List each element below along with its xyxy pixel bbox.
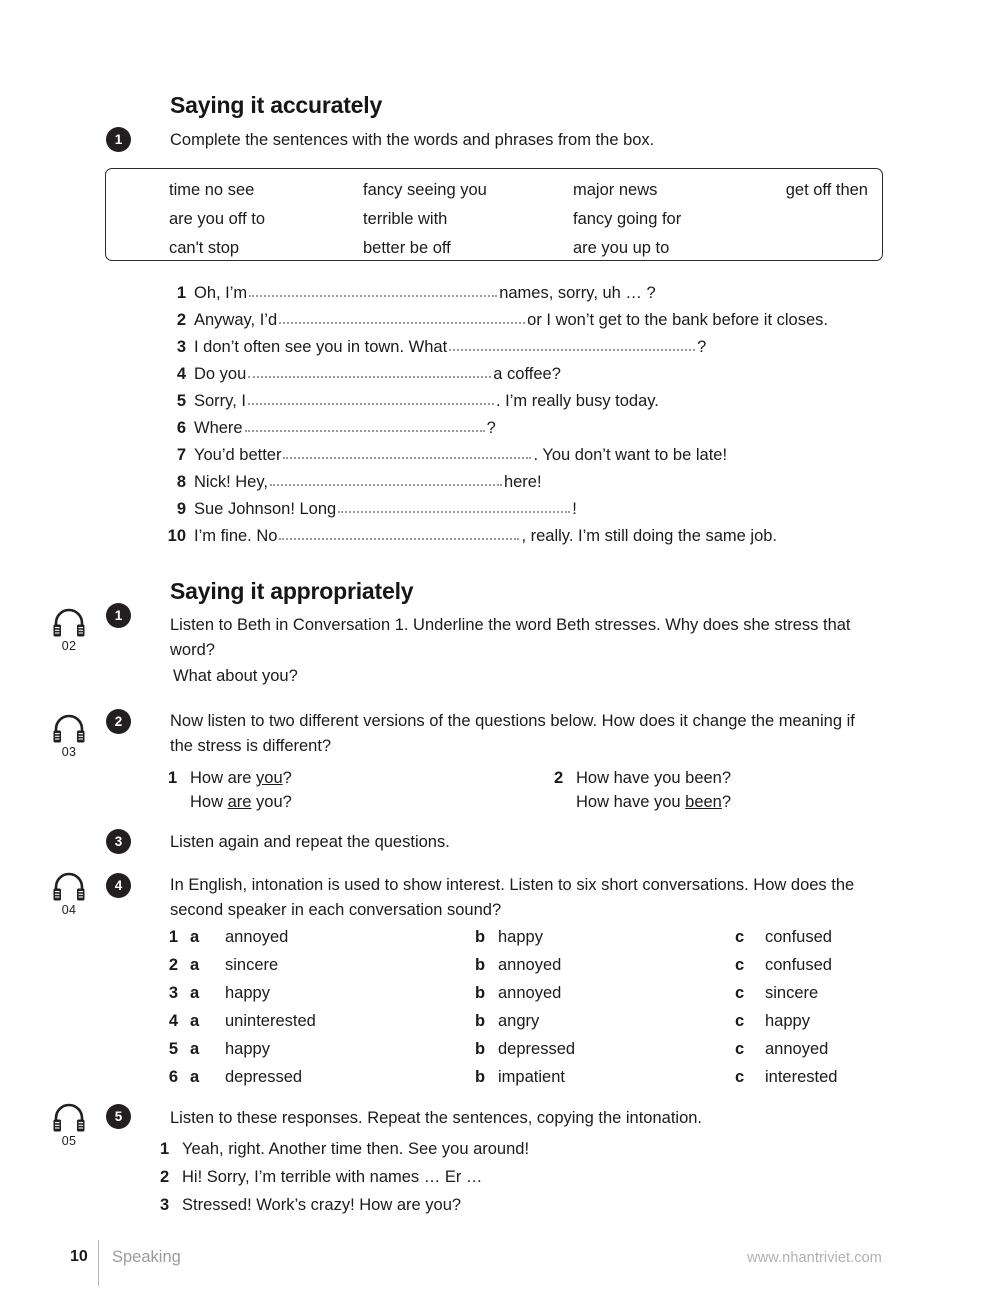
stress-variant-b: How are you? (190, 793, 292, 811)
sentence-number: 5 (176, 392, 186, 410)
word-bank-row (106, 181, 882, 209)
sentence-number: 1 (176, 284, 186, 302)
sentence-number: 4 (176, 365, 186, 383)
option-choice[interactable]: sincere (765, 984, 819, 1002)
sentence-number: 1 (160, 1140, 170, 1158)
section-heading-appropriately: Saying it appropriately (170, 578, 414, 604)
word-bank-item: get off then (785, 181, 868, 199)
exercise-badge-5: 4 (106, 873, 131, 898)
sentence-text-after-gap: , really. I’m still doing the same job. (521, 527, 778, 545)
word-bank-item: fancy seeing you (363, 181, 487, 199)
sentence-text-before-gap: Do you (194, 365, 247, 383)
headphones-icon (52, 714, 86, 744)
stress-question-row (168, 790, 292, 814)
gap-fill-sentence (160, 446, 890, 473)
option-letter-a: a (190, 1068, 200, 1086)
gap-fill-sentence (160, 338, 890, 365)
answer-blank[interactable] (279, 310, 525, 324)
answer-blank[interactable] (338, 499, 570, 513)
option-letter-b: b (475, 1040, 486, 1058)
stress-question-row (554, 766, 731, 790)
stress-question-row (554, 790, 731, 814)
option-choice[interactable]: happy (765, 1012, 810, 1030)
audio-cue-03 (45, 714, 93, 759)
question-number: 5 (168, 1040, 178, 1058)
page-number: 10 (70, 1248, 88, 1265)
sentence-text-after-gap: ! (572, 500, 577, 518)
sentence-text-before-gap: Oh, I’m (194, 284, 248, 302)
sentence-text-after-gap: a coffee? (493, 365, 561, 383)
option-letter-c: c (735, 956, 745, 974)
audio-cue-02 (45, 608, 93, 653)
question-number: 4 (168, 1012, 178, 1030)
stress-question-column (168, 766, 292, 814)
exercise-1-instruction: Complete the sentences with the words and phrases from the box. (170, 131, 655, 149)
sentence-number: 3 (176, 338, 186, 356)
multiple-choice-row (160, 928, 890, 956)
multiple-choice-row (160, 1068, 890, 1096)
audio-track-number: 02 (61, 639, 77, 653)
sentence-text-before-gap: I’m fine. No (194, 527, 278, 545)
sentence-text-before-gap: Sorry, I (194, 392, 246, 410)
gap-fill-sentence (160, 527, 890, 554)
word-bank-item: fancy going for (573, 210, 682, 228)
gap-fill-sentence-list (160, 284, 890, 554)
sentence-text-after-gap: ? (697, 338, 707, 356)
exercise-badge-3: 2 (106, 709, 131, 734)
audio-track-number: 05 (61, 1134, 77, 1148)
audio-track-number: 03 (61, 745, 77, 759)
gap-fill-sentence (160, 392, 890, 419)
stressed-word: are (227, 793, 252, 811)
option-choice[interactable]: angry (498, 1012, 540, 1030)
repeat-sentence-row (160, 1140, 860, 1168)
exercise-badge-6: 5 (106, 1104, 131, 1129)
word-bank-item: time no see (169, 181, 255, 199)
stress-question-row (168, 766, 292, 790)
question-number: 2 (168, 956, 178, 974)
stress-question-number: 2 (554, 769, 564, 787)
sentence-text: Yeah, right. Another time then. See you around! (182, 1140, 530, 1158)
audio-cue-05 (45, 1103, 93, 1148)
sentence-number: 2 (176, 311, 186, 329)
sentence-text-before-gap: You’d better (194, 446, 282, 464)
answer-blank[interactable] (283, 445, 531, 459)
gap-fill-sentence (160, 365, 890, 392)
exercise-4-instruction: Listen again and repeat the questions. (170, 833, 450, 851)
option-letter-a: a (190, 984, 200, 1002)
option-choice[interactable]: sincere (225, 956, 279, 974)
sentence-number: 6 (176, 419, 186, 437)
sentence-number: 3 (160, 1196, 170, 1214)
option-letter-c: c (735, 1040, 745, 1058)
option-letter-b: b (475, 928, 486, 946)
option-choice[interactable]: annoyed (765, 1040, 829, 1058)
section-heading-accurately: Saying it accurately (170, 92, 383, 118)
option-choice[interactable]: impatient (498, 1068, 565, 1086)
multiple-choice-row (160, 956, 890, 984)
stressed-word: been (685, 793, 722, 811)
sentence-text: Hi! Sorry, I’m terrible with names … Er … (182, 1168, 483, 1186)
footer-section-label: Speaking (112, 1248, 181, 1266)
option-letter-b: b (475, 1012, 486, 1030)
exercise-badge-4: 3 (106, 829, 131, 854)
option-choice[interactable]: confused (765, 928, 832, 946)
exercise-2-instruction: Listen to Beth in Conversation 1. Underline the word Beth stresses. Why does she stress that word? (170, 616, 851, 659)
exercise-badge-1: 1 (106, 127, 131, 152)
headphones-icon (52, 872, 86, 902)
sentence-text-after-gap: . You don’t want to be late! (533, 446, 728, 464)
exercise-badge-2: 1 (106, 603, 131, 628)
audio-track-number: 04 (61, 903, 77, 917)
option-letter-b: b (475, 984, 486, 1002)
sentence-number: 10 (167, 527, 186, 545)
option-choice[interactable]: uninterested (225, 1012, 316, 1030)
repeat-sentence-list (160, 1140, 860, 1224)
repeat-sentence-row (160, 1196, 860, 1224)
headphones-icon (52, 608, 86, 638)
sentence-text-after-gap: here! (503, 473, 542, 491)
option-letter-c: c (735, 1012, 745, 1030)
word-bank-box (105, 168, 883, 261)
word-bank-item: are you off to (169, 210, 266, 228)
question-number: 1 (168, 928, 178, 946)
stress-variant-b: How have you been? (576, 793, 732, 811)
word-bank-item: terrible with (363, 210, 448, 228)
option-letter-a: a (190, 956, 200, 974)
stressed-word: you (256, 769, 283, 787)
sentence-text: Stressed! Work’s crazy! How are you? (182, 1196, 462, 1214)
option-choice[interactable]: confused (765, 956, 832, 974)
exercise-2-answer-line: What about you? (173, 667, 298, 685)
multiple-choice-row (160, 984, 890, 1012)
repeat-sentence-row (160, 1168, 860, 1196)
option-letter-a: a (190, 1012, 200, 1030)
stress-question-number: 1 (168, 769, 178, 787)
option-letter-b: b (475, 956, 486, 974)
option-letter-c: c (735, 928, 745, 946)
option-choice[interactable]: annoyed (498, 984, 562, 1002)
gap-fill-sentence (160, 311, 890, 338)
headphones-icon (52, 1103, 86, 1133)
option-choice[interactable]: depressed (498, 1040, 576, 1058)
sentence-text-before-gap: Nick! Hey, (194, 473, 268, 491)
audio-cue-04 (45, 872, 93, 917)
sentence-text-before-gap: Where (194, 419, 243, 437)
option-letter-a: a (190, 928, 200, 946)
sentence-number: 2 (160, 1168, 170, 1186)
multiple-choice-row (160, 1040, 890, 1068)
option-choice[interactable]: annoyed (225, 928, 289, 946)
option-choice[interactable]: interested (765, 1068, 838, 1086)
answer-blank[interactable] (248, 364, 491, 378)
answer-blank[interactable] (279, 526, 519, 540)
word-bank-item: are you up to (573, 239, 670, 257)
word-bank-row (106, 239, 882, 267)
exercise-3-instruction: Now listen to two different versions of the questions below. How does it change the meaning if the stress is different? (170, 712, 855, 755)
option-choice[interactable]: happy (498, 928, 543, 946)
sentence-text-after-gap: . I’m really busy today. (495, 392, 659, 410)
sentence-number: 7 (176, 446, 186, 464)
word-bank-item: better be off (363, 239, 451, 257)
option-choice[interactable]: annoyed (498, 956, 562, 974)
footer-watermark-url: www.nhantriviet.com (747, 1250, 882, 1266)
multiple-choice-option-list (160, 928, 890, 1096)
answer-blank[interactable] (449, 337, 695, 351)
gap-fill-sentence (160, 500, 890, 527)
stress-variant-a: How are you? (190, 769, 292, 787)
gap-fill-sentence (160, 284, 890, 311)
page-footer (0, 1238, 1000, 1298)
option-letter-a: a (190, 1040, 200, 1058)
option-choice[interactable]: happy (225, 984, 270, 1002)
option-letter-c: c (735, 984, 745, 1002)
answer-blank[interactable] (249, 283, 497, 297)
answer-blank[interactable] (245, 418, 485, 432)
gap-fill-sentence (160, 419, 890, 446)
question-number: 3 (168, 984, 178, 1002)
question-number: 6 (168, 1068, 178, 1086)
stress-question-column (554, 766, 731, 814)
sentence-text-after-gap: names, sorry, uh … ? (499, 284, 656, 302)
sentence-number: 9 (176, 500, 186, 518)
stress-variant-a: How have you been? (576, 769, 732, 787)
exercise-6-instruction: Listen to these responses. Repeat the sentences, copying the intonation. (170, 1109, 703, 1127)
sentence-text-after-gap: or I won’t get to the bank before it closes. (527, 311, 828, 329)
footer-divider (98, 1240, 99, 1286)
sentence-text-before-gap: I don’t often see you in town. What (194, 338, 448, 356)
option-choice[interactable]: happy (225, 1040, 270, 1058)
gap-fill-sentence (160, 473, 890, 500)
option-choice[interactable]: depressed (225, 1068, 303, 1086)
multiple-choice-row (160, 1012, 890, 1040)
word-bank-item: can't stop (169, 239, 240, 257)
word-bank-item: major news (573, 181, 658, 199)
sentence-text-after-gap: ? (486, 419, 496, 437)
option-letter-b: b (475, 1068, 486, 1086)
sentence-text-before-gap: Sue Johnson! Long (194, 500, 337, 518)
answer-blank[interactable] (270, 472, 502, 486)
option-letter-c: c (735, 1068, 745, 1086)
exercise-5-instruction: In English, intonation is used to show interest. Listen to six short conversations. How does the second speaker in each conversation sound? (170, 876, 855, 919)
sentence-text-before-gap: Anyway, I’d (194, 311, 278, 329)
sentence-number: 8 (176, 473, 186, 491)
answer-blank[interactable] (248, 391, 494, 405)
word-bank-row (106, 210, 882, 238)
